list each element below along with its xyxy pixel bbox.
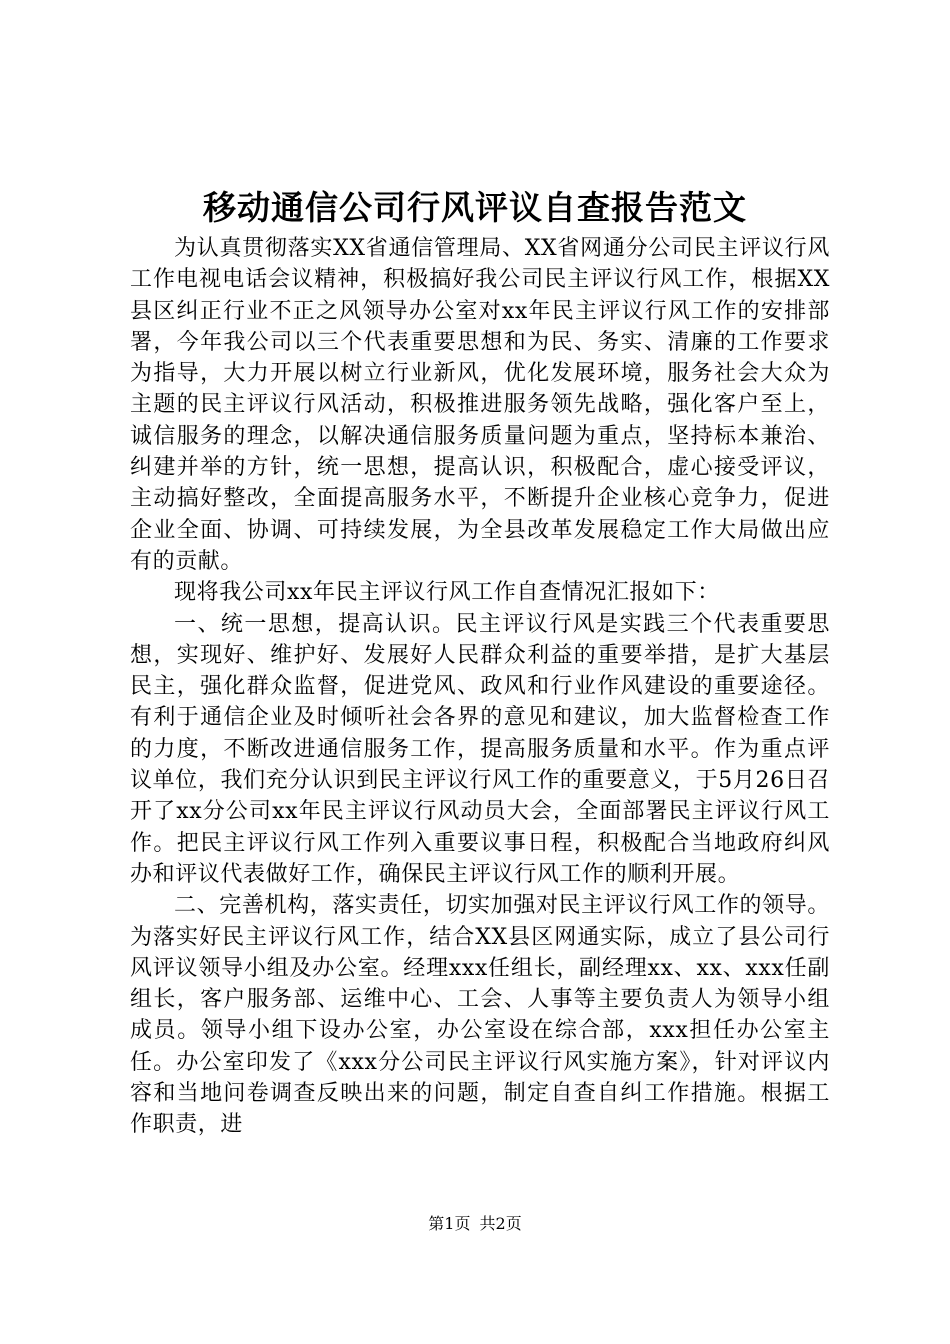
paragraph-intro: 为认真贯彻落实XX省通信管理局、XX省网通分公司民主评议行风工作电视电话会议精神，积极搞好我公司民主评议行风工作，根据XX县区纠正行业不正之风领导办公室对xx年民主评议行风工作的安排部署，今年我公司以三个代表重要思想和为民、务实、清廉的工作要求为指导，大力开展以树立行业新风，优化发展环境，服务社会大众为主题的民主评议行风活动，积极推进服务领先战略，强化客户至上，诚信服务的理念，以解决通信服务质量问题为重点，坚持标本兼治、纠建并举的方针，统一思想，提高认识，积极配合，虚心接受评议，主动搞好整改，全面提高服务水平，不断提升企业核心竞争力，促进企业全面、协调、可持续发展，为全县改革发展稳定工作大局做出应有的贡献。: [130, 236, 830, 574]
document-title: 移动通信公司行风评议自查报告范文: [203, 188, 747, 227]
page-total: 共2页: [479, 1214, 522, 1233]
page-number: 第1页: [428, 1214, 471, 1233]
paragraph-section-two: 二、完善机构，落实责任，切实加强对民主评议行风工作的领导。为落实好民主评议行风工作，结合XX县区网通实际，成立了县公司行风评议领导小组及办公室。经理xxx任组长，副经理xx、xx、xxx任副组长，客户服务部、运维中心、工会、人事等主要负责人为领导小组成员。领导小组下设办公室，办公室设在综合部，xxx担任办公室主任。办公室印发了《xxx分公司民主评议行风实施方案》，针对评议内容和当地问卷调查反映出来的问题，制定自查自纠工作措施。根据工作职责，进: [130, 893, 830, 1138]
page-footer: [0, 1213, 950, 1235]
paragraph-section-one: 一、统一思想，提高认识。民主评议行风是实践三个代表重要思想，实现好、维护好、发展好人民群众利益的重要举措，是扩大基层民主，强化群众监督，促进党风、政风和行业作风建设的重要途径。有利于通信企业及时倾听社会各界的意见和建议，加大监督检查工作的力度，不断改进通信服务工作，提高服务质量和水平。作为重点评议单位，我们充分认识到民主评议行风工作的重要意义，于5月26日召开了xx分公司xx年民主评议行风动员大会，全面部署民主评议行风工作。把民主评议行风工作列入重要议事日程，积极配合当地政府纠风办和评议代表做好工作，确保民主评议行风工作的顺利开展。: [130, 611, 830, 887]
document-body: [130, 233, 830, 1141]
paragraph-report-lead: 现将我公司xx年民主评议行风工作自查情况汇报如下：: [174, 580, 720, 606]
